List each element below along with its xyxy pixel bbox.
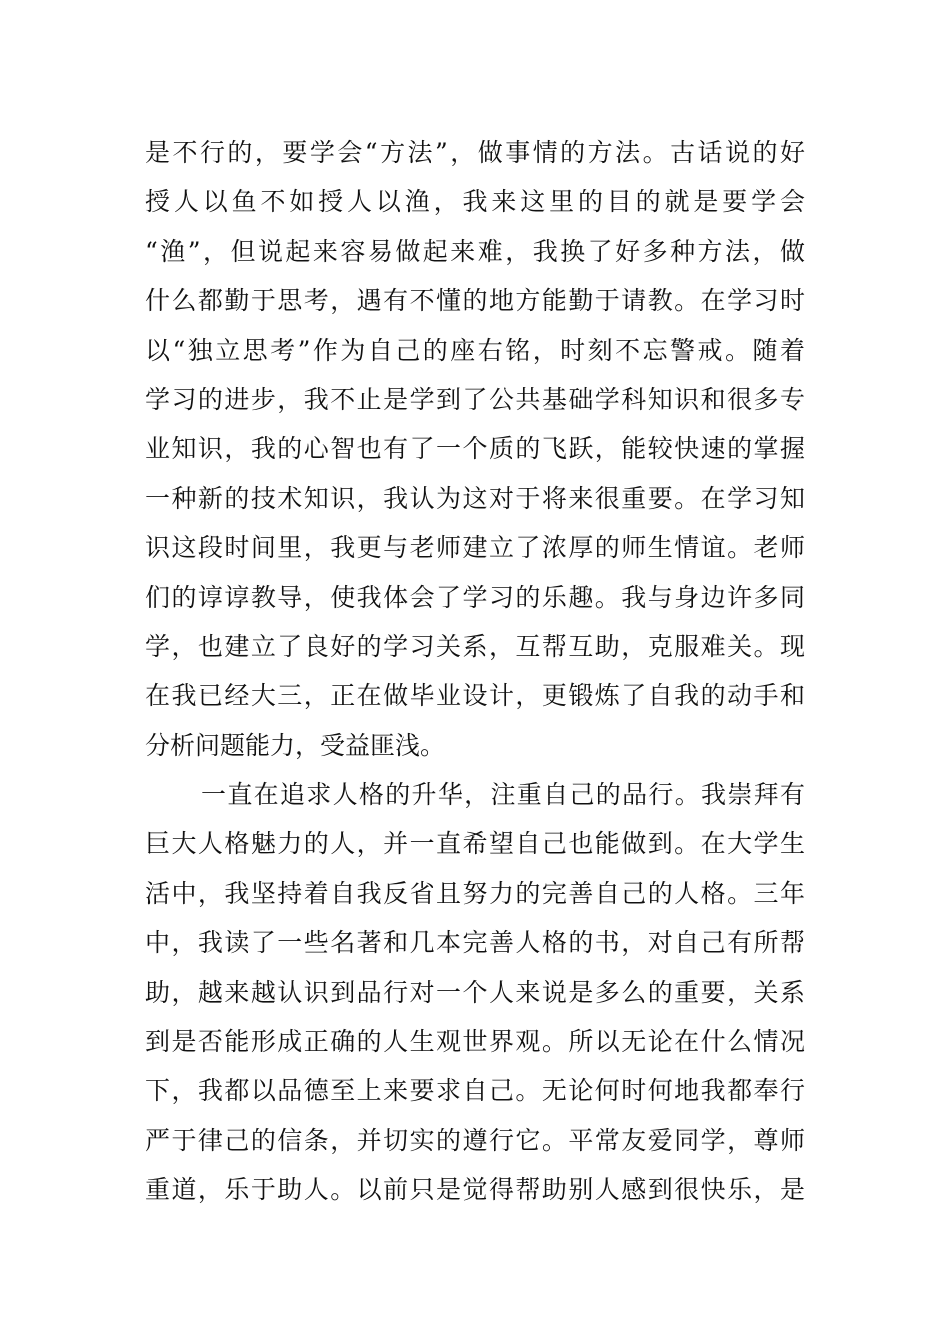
text-line: 到是否能形成正确的人生观世界观。所以无论在什么情况 (145, 1027, 805, 1057)
text-line: 中，我读了一些名著和几本完善人格的书，对自己有所帮 (145, 928, 805, 958)
text-line: 业知识，我的心智也有了一个质的飞跃，能较快速的掌握 (145, 434, 805, 464)
text-line: 是不行的，要学会“方法”，做事情的方法。古话说的好 (145, 138, 805, 167)
text-line: 学，也建立了良好的学习关系，互帮互助，克服难关。现 (145, 631, 805, 661)
text-line: 助，越来越认识到品行对一个人来说是多么的重要，关系 (145, 977, 805, 1007)
text-line: 一直在追求人格的升华，注重自己的品行。我崇拜有 (201, 780, 805, 810)
text-line: 授人以鱼不如授人以渔，我来这里的目的就是要学会 (145, 187, 805, 217)
text-line: 分析问题能力，受益匪浅。 (145, 730, 446, 760)
paragraph-1 (145, 128, 805, 770)
body-text (145, 128, 805, 1215)
text-line: 在我已经大三，正在做毕业设计，更锻炼了自我的动手和 (145, 681, 805, 711)
text-line: “渔”，但说起来容易做起来难，我换了好多种方法，做 (145, 236, 805, 266)
text-line: 巨大人格魅力的人，并一直希望自己也能做到。在大学生 (145, 829, 805, 859)
text-line: 下，我都以品德至上来要求自己。无论何时何地我都奉行 (145, 1076, 805, 1106)
text-line: 以“独立思考”作为自己的座右铭，时刻不忘警戒。随着 (145, 335, 805, 365)
text-line: 学习的进步，我不止是学到了公共基础学科知识和很多专 (145, 384, 805, 414)
text-line: 一种新的技术知识，我认为这对于将来很重要。在学习知 (145, 483, 805, 513)
text-line: 活中，我坚持着自我反省且努力的完善自己的人格。三年 (145, 878, 805, 908)
text-line: 严于律己的信条，并切实的遵行它。平常友爱同学，尊师 (145, 1125, 805, 1155)
text-line: 重道，乐于助人。以前只是觉得帮助别人感到很快乐，是 (145, 1175, 805, 1205)
paragraph-2 (145, 770, 805, 1215)
text-line: 们的谆谆教导，使我体会了学习的乐趣。我与身边许多同 (145, 582, 805, 612)
text-line: 识这段时间里，我更与老师建立了浓厚的师生情谊。老师 (145, 533, 805, 563)
text-line: 什么都勤于思考，遇有不懂的地方能勤于请教。在学习时 (145, 286, 805, 316)
